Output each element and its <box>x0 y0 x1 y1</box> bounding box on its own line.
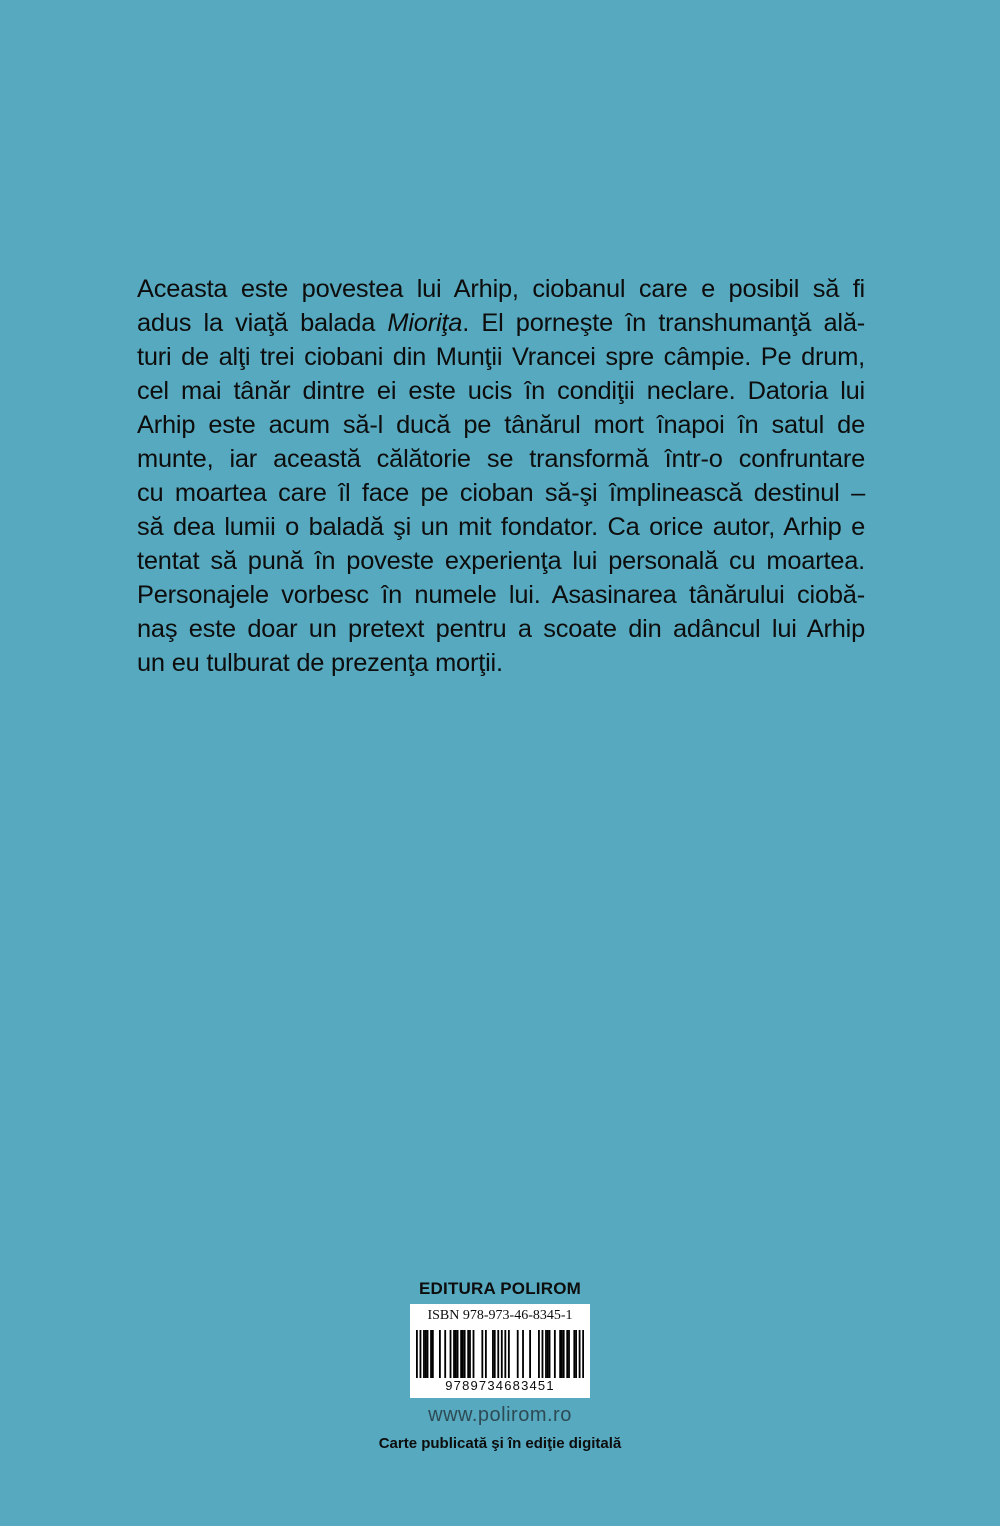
barcode-bar <box>504 1330 506 1378</box>
blurb-line-9: tentat să pună în poveste experienţa lui personală cu moartea. <box>137 547 865 575</box>
barcode-bar <box>561 1330 563 1378</box>
barcode-bar <box>508 1330 510 1378</box>
blurb-line-2-start: adus la viaţă balada <box>137 309 388 337</box>
barcode-bar <box>430 1330 432 1378</box>
barcode-bar <box>579 1330 581 1378</box>
blurb-text <box>137 272 865 680</box>
barcode-bar <box>538 1330 540 1378</box>
blurb-line-11: naş este doar un pretext pentru a scoate din adâncul lui Arhip <box>137 615 865 643</box>
barcode-bar <box>522 1330 524 1378</box>
blurb-line-2-end: . El porneşte în transhumanţă ală- <box>462 309 865 337</box>
barcode-bar <box>566 1330 568 1378</box>
barcode-bar <box>450 1330 452 1378</box>
barcode-bar <box>582 1330 584 1378</box>
blurb-line-2 <box>137 306 865 340</box>
barcode-bar <box>457 1330 459 1378</box>
barcode-bar <box>554 1330 556 1378</box>
barcode-bar <box>568 1330 570 1378</box>
blurb-line-6: munte, iar această călătorie se transformă într-o confruntare <box>137 445 865 473</box>
digital-edition-note: Carte publicată şi în ediţie digitală <box>378 1435 622 1452</box>
barcode-bar <box>485 1330 487 1378</box>
barcode-bar <box>545 1330 547 1378</box>
barcode-bar <box>549 1330 551 1378</box>
blurb-line-3: turi de alţi trei ciobani din Munţii Vrancei spre câmpie. Pe drum, <box>137 343 865 371</box>
barcode-bar <box>481 1330 483 1378</box>
barcode-bar <box>573 1330 575 1378</box>
barcode-bar <box>467 1330 469 1378</box>
barcode-bar <box>494 1330 496 1378</box>
barcode-bar <box>455 1330 457 1378</box>
barcode-bar <box>453 1330 455 1378</box>
barcode-bar <box>547 1330 549 1378</box>
barcode-bar <box>425 1330 427 1378</box>
barcode-bar <box>517 1330 519 1378</box>
barcode-bar <box>497 1330 499 1378</box>
isbn-barcode-box <box>410 1304 590 1398</box>
barcode-bar <box>444 1330 446 1378</box>
barcode-bar <box>416 1330 418 1378</box>
barcode <box>416 1330 584 1380</box>
barcode-bar <box>420 1330 422 1378</box>
barcode-digits: 9789734683451 <box>445 1378 555 1393</box>
barcode-bar <box>563 1330 565 1378</box>
isbn-number: ISBN 978-973-46-8345-1 <box>427 1308 573 1323</box>
barcode-bar <box>492 1330 494 1378</box>
blurb-line-12: un eu tulburat de prezenţa morţii. <box>137 649 503 677</box>
barcode-bar <box>439 1330 441 1378</box>
ballad-title: Mioriţa <box>387 309 463 337</box>
publisher-website: www.polirom.ro <box>428 1404 572 1426</box>
barcode-bar <box>501 1330 503 1378</box>
barcode-bar <box>542 1330 544 1378</box>
blurb-line-1: Aceasta este povestea lui Arhip, ciobanul care e posibil să fi <box>137 275 865 303</box>
barcode-bar <box>427 1330 429 1378</box>
barcode-bar <box>529 1330 531 1378</box>
barcode-bar <box>473 1330 475 1378</box>
publisher-name: EDITURA POLIROM <box>419 1279 581 1298</box>
barcode-bar <box>462 1330 464 1378</box>
barcode-bar <box>432 1330 434 1378</box>
blurb-line-8: să dea lumii o baladă şi un mit fondator. Ca orice autor, Arhip e <box>137 513 865 541</box>
barcode-bar <box>460 1330 462 1378</box>
barcode-bar <box>575 1330 577 1378</box>
barcode-bar <box>469 1330 471 1378</box>
barcode-bar <box>423 1330 425 1378</box>
barcode-bar <box>464 1330 466 1378</box>
blurb-line-4: cel mai tânăr dintre ei este ucis în condiţii neclare. Datoria lui <box>137 377 865 405</box>
blurb-line-5: Arhip este acum să-l ducă pe tânărul mort înapoi în satul de <box>137 411 865 439</box>
blurb-line-10: Personajele vorbesc în numele lui. Asasinarea tânărului ciobă- <box>137 581 865 609</box>
barcode-bar <box>559 1330 561 1378</box>
blurb-line-7: cu moartea care îl face pe cioban să-şi împlinească destinul – <box>137 479 865 507</box>
